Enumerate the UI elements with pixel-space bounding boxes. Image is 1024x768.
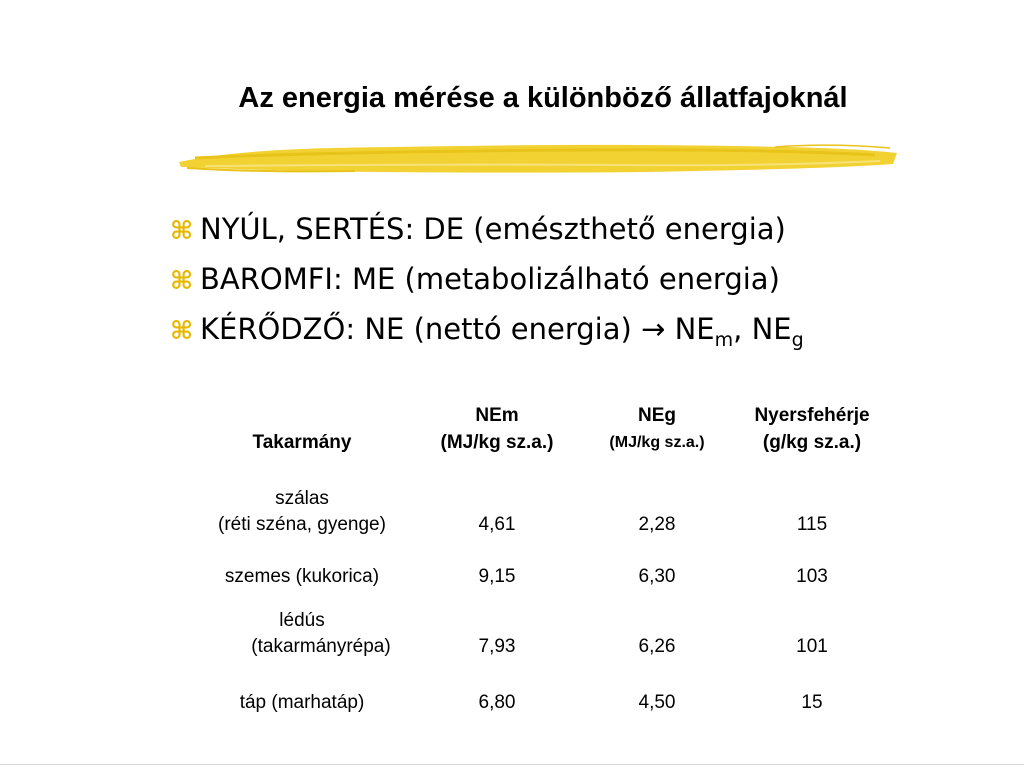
nem-cell: 4,61: [478, 514, 516, 535]
feed-name-cell: lédús (takarmányrépa): [251, 610, 391, 657]
crude-protein-cell: 101: [796, 636, 828, 657]
slide-title: Az energia mérése a különböző állatfajoknál: [238, 82, 848, 114]
nem-cell: 7,93: [478, 636, 516, 657]
bullet-text: NYÚL, SERTÉS: DE (emészthető energia): [200, 212, 786, 246]
bullet-text: KÉRŐDZŐ: NE (nettó energia): [200, 312, 632, 346]
bullet-item: [170, 305, 804, 355]
table-row: [192, 464, 892, 544]
crude-protein-cell: 115: [796, 514, 828, 535]
feed-name-cell: szálas (réti széna, gyenge): [218, 488, 386, 535]
command-bullet-icon: ⌘: [170, 216, 194, 245]
neg-cell: 6,26: [638, 636, 676, 657]
feed-name-cell: táp (marhatáp): [239, 692, 365, 713]
column-header-crude-protein: Nyersfehérje (g/kg sz.a.): [754, 405, 870, 453]
nem-cell: 9,15: [478, 566, 516, 587]
bottom-divider: [0, 764, 1024, 765]
table-row: [192, 544, 892, 590]
crude-protein-cell: 103: [796, 566, 828, 587]
ne-term: NE: [751, 312, 792, 346]
neg-cell: 2,28: [638, 514, 676, 535]
command-bullet-icon: ⌘: [170, 316, 194, 345]
neg-cell: 6,30: [638, 566, 676, 587]
bullet-item: [170, 255, 804, 305]
bullet-text: BAROMFI: ME (metabolizálható energia): [200, 262, 780, 296]
table-header-row: [192, 402, 892, 464]
nem-cell: 6,80: [478, 692, 516, 713]
yellow-brush-stroke: [175, 138, 900, 180]
table-row: [192, 668, 892, 716]
ne-term: NE: [674, 312, 715, 346]
ne-subscript: m: [714, 329, 734, 351]
bullet-list: [170, 205, 804, 355]
feed-energy-table: [192, 402, 892, 716]
arrow-right-icon: →: [641, 312, 666, 346]
table-row: [192, 590, 892, 668]
column-header-feed: Takarmány: [252, 432, 352, 453]
ne-subscript: g: [791, 329, 804, 351]
separator: ,: [733, 312, 752, 346]
feed-name-cell: szemes (kukorica): [224, 566, 380, 587]
crude-protein-cell: 15: [801, 692, 823, 713]
bullet-item: [170, 205, 804, 255]
command-bullet-icon: ⌘: [170, 266, 194, 295]
column-header-neg: NEg (MJ/kg sz.a.): [609, 405, 705, 451]
neg-cell: 4,50: [638, 692, 676, 713]
column-header-nem: NEm (MJ/kg sz.a.): [440, 405, 554, 453]
